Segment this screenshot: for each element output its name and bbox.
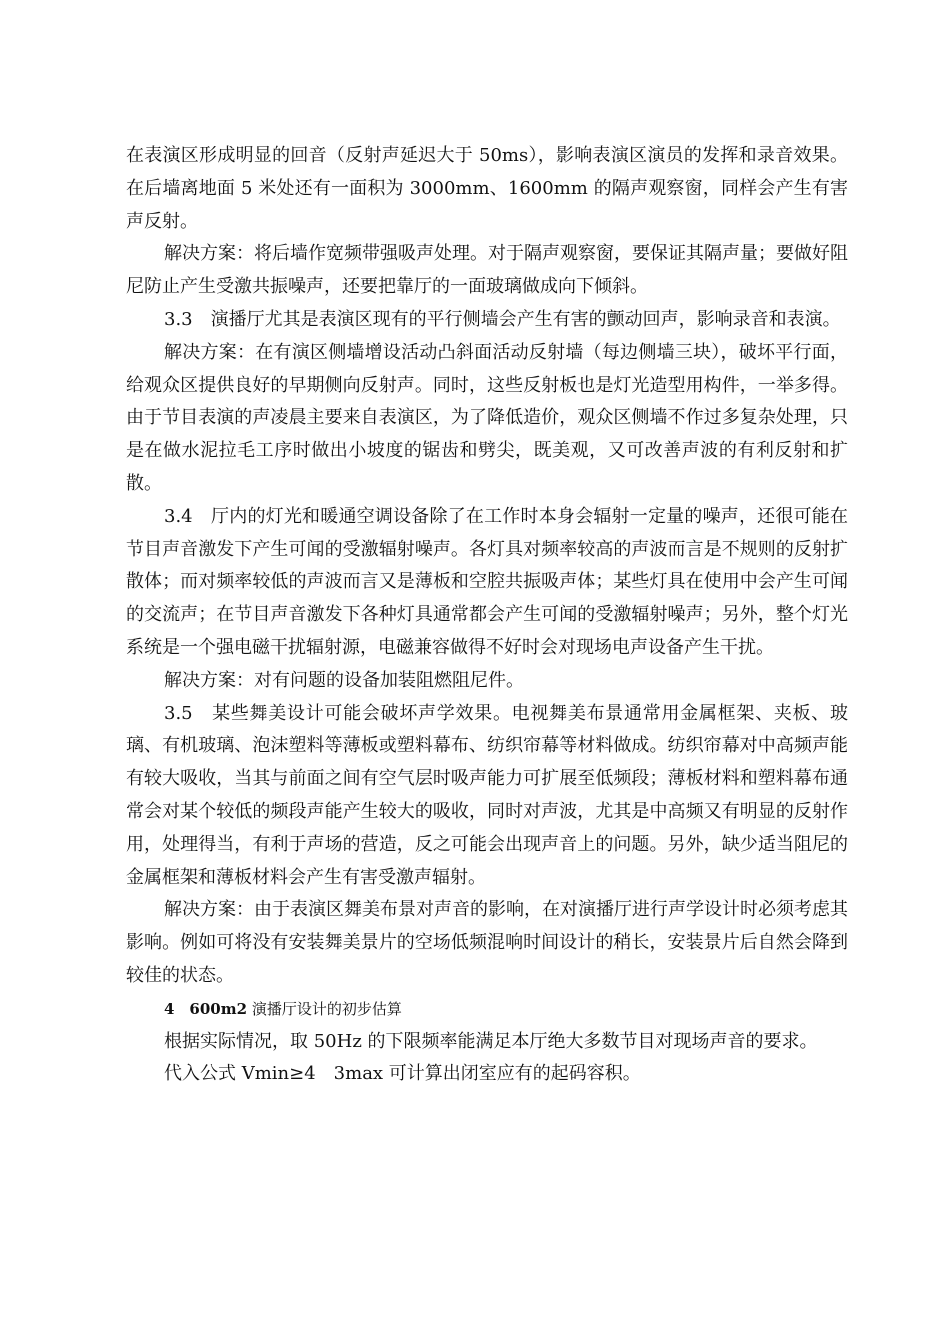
paragraph-3-4-lighting-noise: 3.4 厅内的灯光和暖通空调设备除了在工作时本身会辐射一定量的噪声，还很可能在节目声音激发下产生可闻的受激辐射噪声。各灯具对频率较高的声波而言是不规则的反射扩散体；而对频率较低的声波而言又是薄板和空腔共振吸声体；某些灯具在使用中会产生可闻的交流声；在节目声音激发下各种灯具通常都会产生可闻的受激辐射噪声；另外，整个灯光系统是一个强电磁干扰辐射源，电磁兼容做得不好时会对现场电声设备产生干扰。: [126, 505, 848, 658]
paragraph-3-5-stage-design: 3.5 某些舞美设计可能会破坏声学效果。电视舞美布景通常用金属框架、夹板、玻璃、有机玻璃、泡沫塑料等薄板或塑料幕布、纺织帘幕等材料做成。纺织帘幕对中高频声能有较大吸收，当其与前面之间有空气层时吸声能力可扩展至低频段；薄板材料和塑料幕布通常会对某个较低的频段声能产生较大的吸收，同时对声波，尤其是中高频又有明显的反射作用，处理得当，有利于声场的营造，反之可能会出现声音上的问题。另外，缺少适当阻尼的金属框架和薄板材料会产生有害受激声辐射。: [126, 702, 848, 888]
section-4-heading: [126, 993, 848, 1026]
paragraph-lower-frequency-limit: 根据实际情况，取 50Hz 的下限频率能满足本厅绝大多数节目对现场声音的要求。: [164, 1030, 818, 1052]
document-body: [126, 140, 848, 1091]
section-4-title: 演播厅设计的初步估算: [247, 999, 402, 1018]
paragraph-solution-stage-design: 解决方案：由于表演区舞美布景对声音的影响，在对演播厅进行声学设计时必须考虑其影响。例如可将没有安装舞美景片的空场低频混响时间设计的稍长，安装景片后自然会降到较佳的状态。: [126, 899, 848, 986]
paragraph-solution-damping: 解决方案：对有问题的设备加装阻燃阻尼件。: [164, 669, 524, 691]
section-4-number: 4 600m2: [164, 999, 248, 1018]
paragraph-volume-formula: 代入公式 Vmin≥4 3max 可计算出闭室应有的起码容积。: [164, 1063, 641, 1085]
paragraph-solution-rear-wall: 解决方案：将后墙作宽频带强吸声处理。对于隔声观察窗，要保证其隔声量；要做好阻尼防止产生受激共振噪声，还要把靠厅的一面玻璃做成向下倾斜。: [126, 243, 848, 298]
paragraph-rear-wall-echo: 在表演区形成明显的回音（反射声延迟大于 50ms），影响表演区演员的发挥和录音效果。在后墙离地面 5 米处还有一面积为 3000mm、1600mm 的隔声观察窗，同样会产生有害声反射。: [126, 145, 848, 232]
paragraph-solution-side-wall: 解决方案：在有演区侧墙增设活动凸斜面活动反射墙（每边侧墙三块），破坏平行面，给观众区提供良好的早期侧向反射声。同时，这些反射板也是灯光造型用构件，一举多得。由于节目表演的声凌晨主要来自表演区，为了降低造价，观众区侧墙不作过多复杂处理，只是在做水泥拉毛工序时做出小坡度的锯齿和劈尖，既美观，又可改善声波的有利反射和扩散。: [126, 341, 848, 494]
paragraph-3-3-flutter-echo: 3.3 演播厅尤其是表演区现有的平行侧墙会产生有害的颤动回声，影响录音和表演。: [164, 308, 841, 330]
